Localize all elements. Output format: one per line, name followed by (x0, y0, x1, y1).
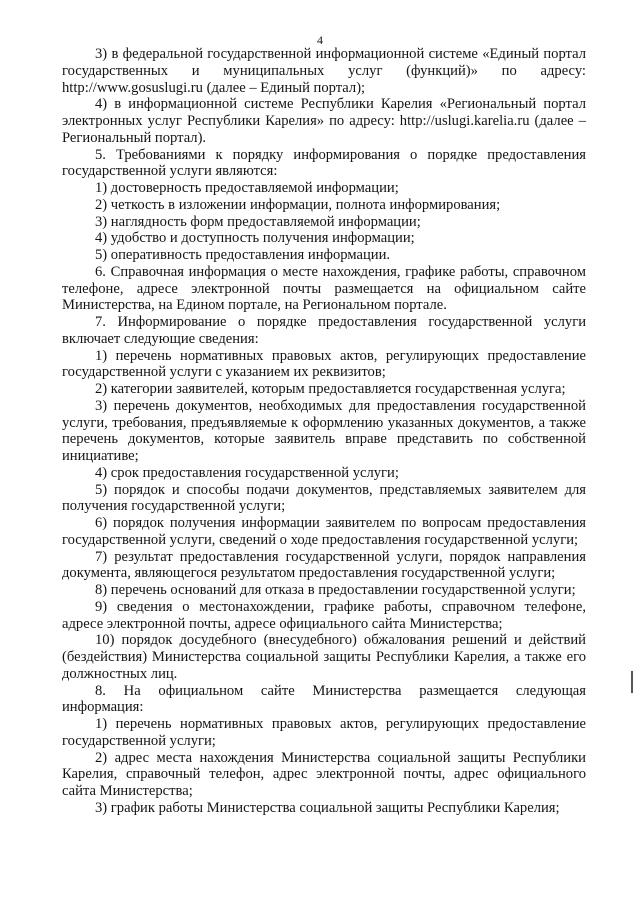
list-item: 3) перечень документов, необходимых для предоставления государственной услуги, требования, предъявляемые к оформлению указанных документов, а также перечень документов, которые заявитель вправе представить по собственной инициативе; (62, 397, 586, 464)
list-item: 5) оперативность предоставления информации. (95, 247, 391, 263)
paragraph-clause-8: 8. На официальном сайте Министерства размещается следующая информация: (62, 682, 586, 716)
list-item: 2) адрес места нахождения Министерства социальной защиты Республики Карелия, справочный телефон, адрес электронной почты, адрес официального сайта Министерства; (62, 749, 586, 799)
paragraph-clause-7: 7. Информирование о порядке предоставления государственной услуги включает следующие сведения: (62, 314, 586, 347)
list-item: 6) порядок получения информации заявителем по вопросам предоставления государственной услуги, сведений о ходе предоставления государственной услуги; (62, 515, 586, 548)
paragraph-clause-5: 5. Требованиями к порядку информирования о порядке предоставления государственной услуги являются: (62, 146, 586, 180)
paragraph-clause-6: 6. Справочная информация о месте нахождения, графике работы, справочном телефоне, адресе электронной почты размещается на официальном сайте Министерства, на Едином портале, на Региональном портале. (62, 263, 586, 314)
list-item: 3) наглядность форм предоставляемой информации; (95, 213, 421, 230)
list-item: 2) категории заявителей, которым предоставляется государственная услуга; (95, 381, 566, 397)
list-item: 1) перечень нормативных правовых актов, регулирующих предоставление государственной услуги; (62, 716, 586, 749)
paragraph-item-4-regional-portal: 4) в информационной системе Республики Карелия «Региональный портал электронных услуг Республики Карелия» по адресу: http://uslugi.karelia.ru (далее – Региональный портал). (62, 96, 586, 146)
list-item: 9) сведения о местонахождении, графике работы, справочном телефоне, адресе электронной почты, адресе официального сайта Министерства; (62, 598, 586, 632)
list-item: 10) порядок досудебного (внесудебного) обжалования решений и действий (бездействия) Министерства социальной защиты Республики Карелия, а также его должностных лиц. (62, 632, 586, 682)
document-body (62, 46, 586, 817)
list-item: 3) график работы Министерства социальной защиты Республики Карелия; (95, 799, 560, 816)
list-item: 1) достоверность предоставляемой информации; (95, 180, 399, 196)
list-item: 4) удобство и доступность получения информации; (95, 230, 415, 247)
scan-edge-mark (631, 671, 633, 693)
list-item: 1) перечень нормативных правовых актов, регулирующих предоставление государственной услуги с указанием их реквизитов; (62, 347, 586, 381)
page-number: 4 (317, 33, 323, 47)
list-item: 2) четкость в изложении информации, полнота информирования; (95, 196, 501, 213)
list-item: 5) порядок и способы подачи документов, представляемых заявителем для получения государственной услуги; (62, 481, 586, 515)
list-item: 7) результат предоставления государственной услуги, порядок направления документа, являющегося результатом предоставления государственной услуги; (62, 548, 586, 582)
paragraph-item-3-gosuslugi: 3) в федеральной государственной информационной системе «Единый портал государственных и муниципальных услуг (функций)» по адресу: http://www.gosuslugi.ru (далее – Единый портал); (62, 46, 586, 96)
list-item: 8) перечень оснований для отказа в предоставлении государственной услуги; (95, 582, 576, 598)
list-item: 4) срок предоставления государственной услуги; (95, 464, 399, 481)
